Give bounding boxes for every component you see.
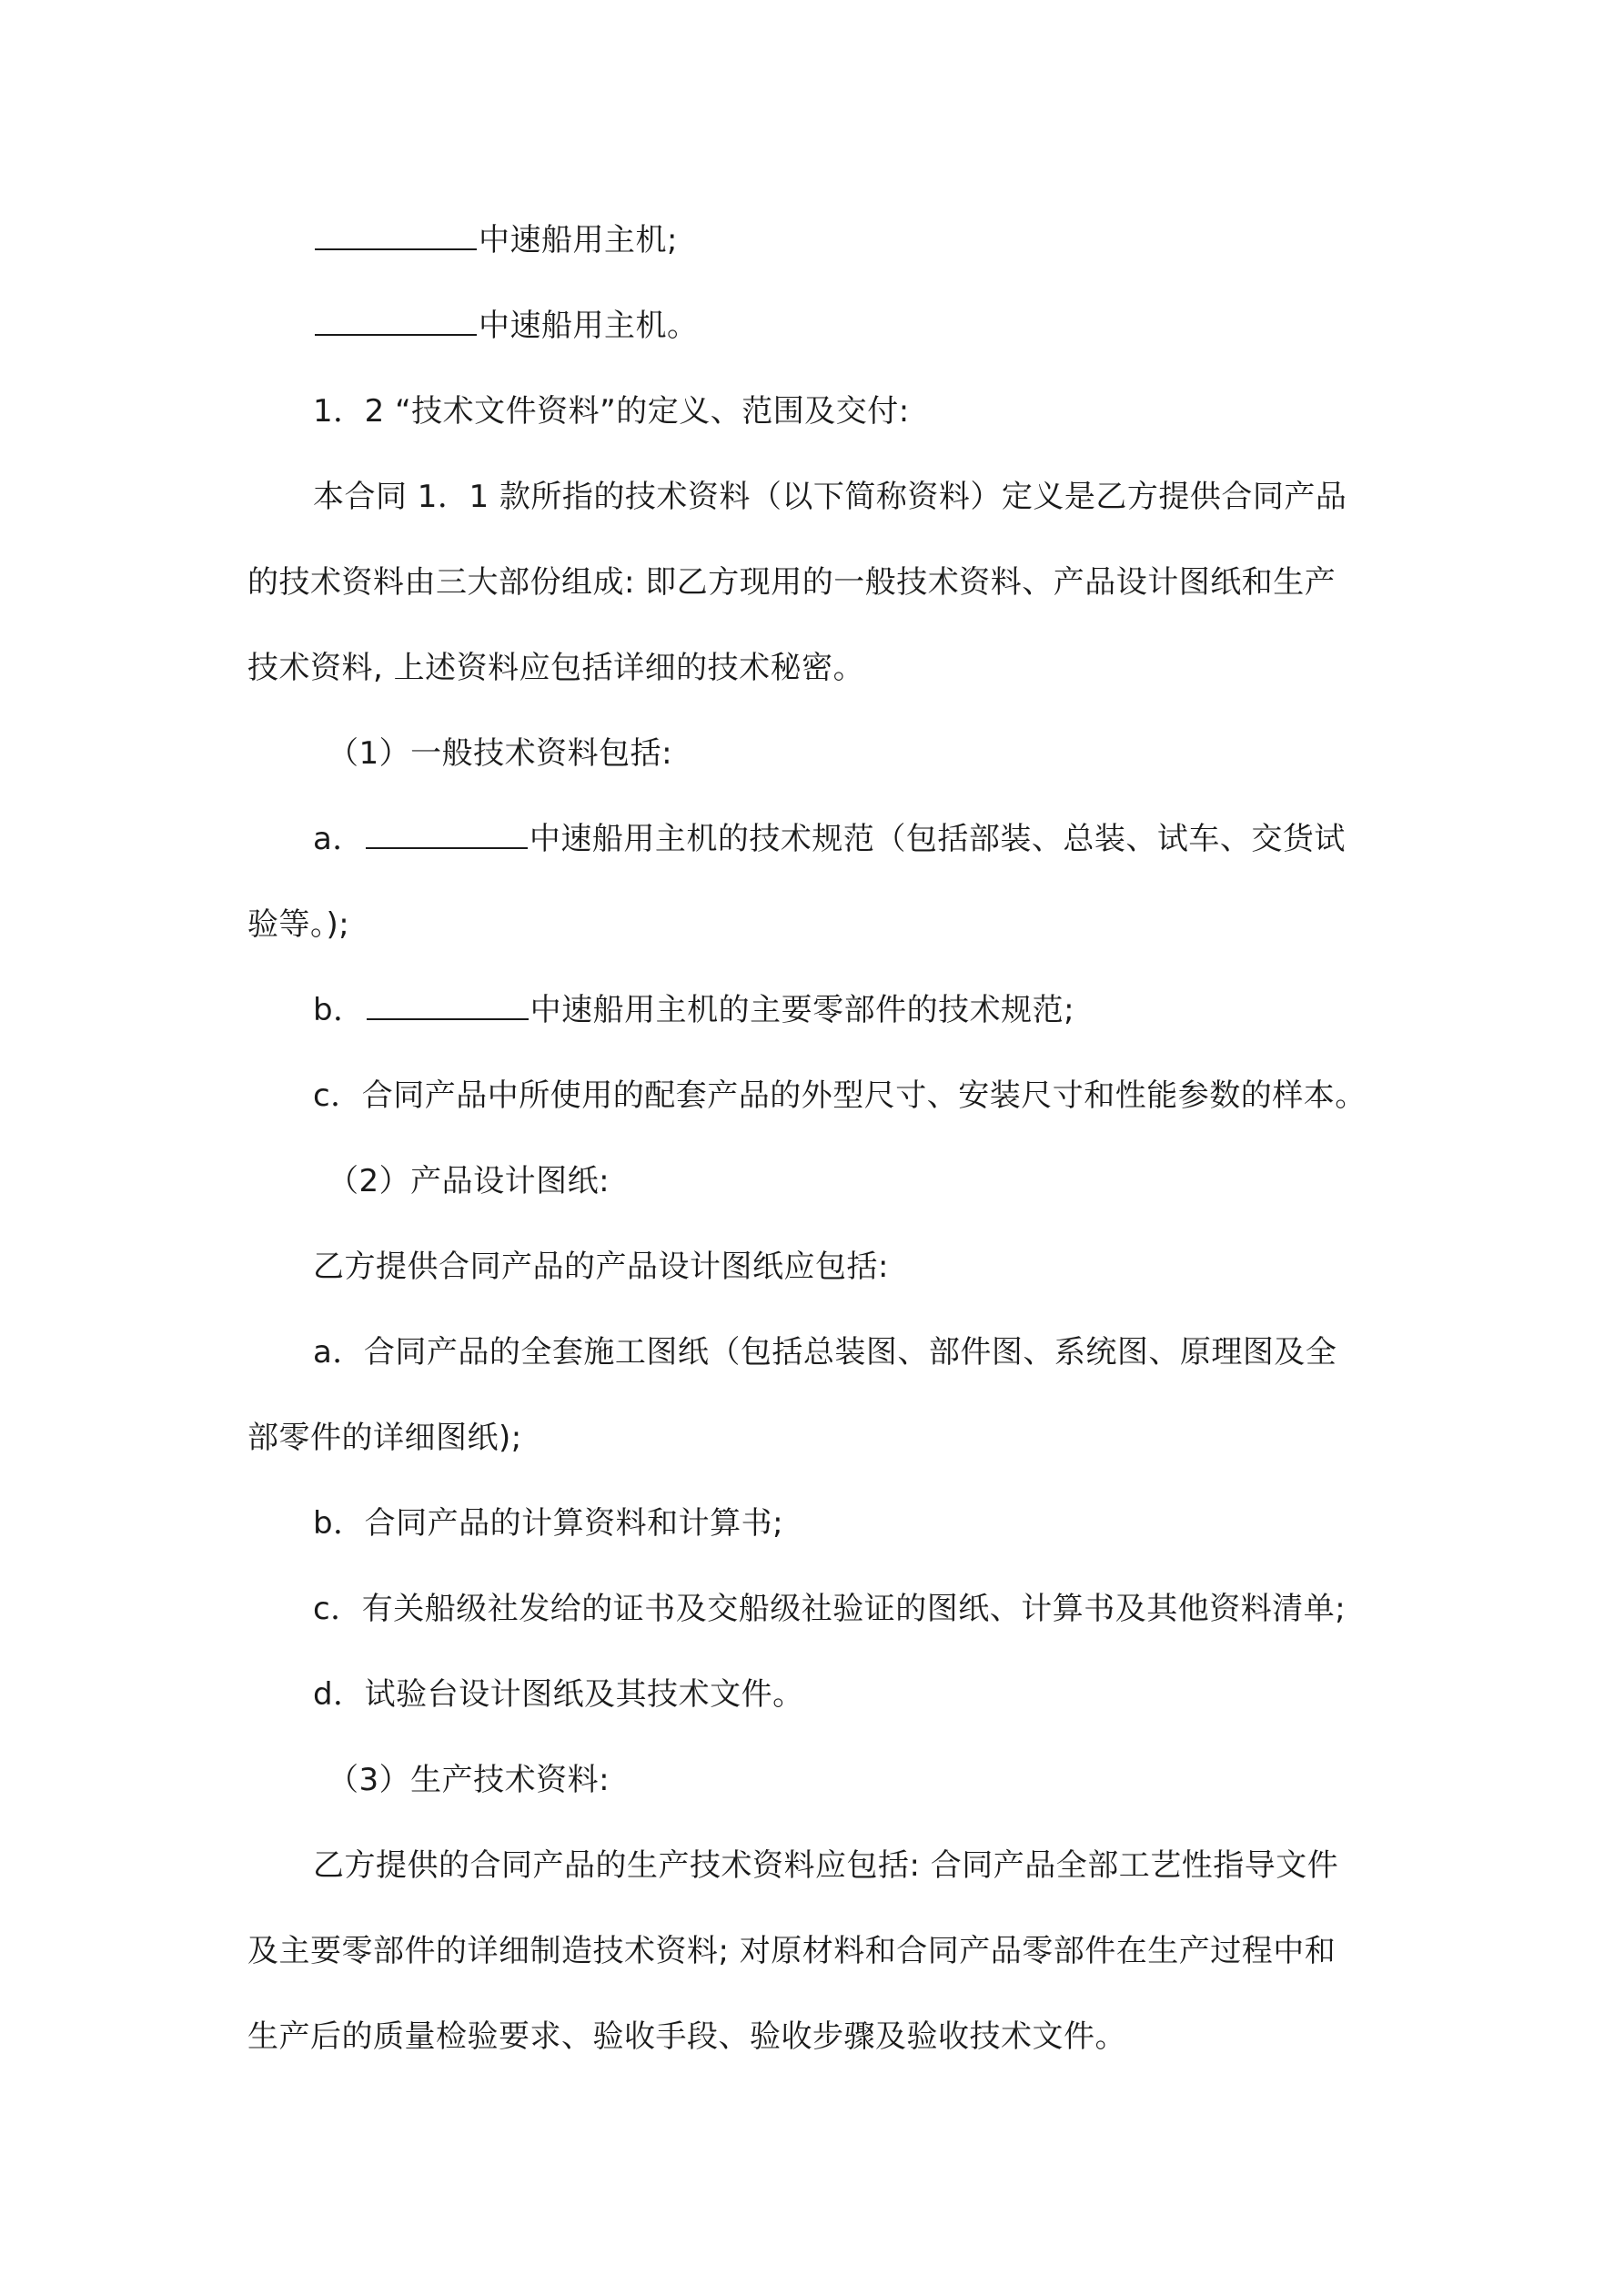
- fill-in-blank: [367, 993, 529, 1020]
- paragraph-line-1: [313, 222, 1459, 258]
- line-text: 中速船用主机;: [479, 222, 678, 258]
- list-item-c-certificates: c．有关船级社发给的证书及交船级社验证的图纸、计算书及其他资料清单;: [313, 1591, 1347, 1627]
- subsection-heading-2: （2）产品设计图纸:: [328, 1163, 610, 1199]
- paragraph-line-9: 验等。);: [247, 906, 350, 943]
- paragraph-line-4: 本合同 1．1 款所指的技术资料（以下简称资料）定义是乙方提供合同产品: [313, 479, 1347, 515]
- list-item-a-drawings: a．合同产品的全套施工图纸（包括总装图、部件图、系统图、原理图及全: [313, 1334, 1337, 1371]
- paragraph-line-21: 及主要零部件的详细制造技术资料; 对原材料和合同产品零部件在生产过程中和: [247, 1933, 1337, 1969]
- paragraph-line-20: 乙方提供的合同产品的生产技术资料应包括: 合同产品全部工艺性指导文件: [313, 1847, 1339, 1884]
- list-item-b: [313, 992, 1459, 1028]
- fill-in-blank: [315, 308, 477, 336]
- paragraph-line-6: 技术资料, 上述资料应包括详细的技术秘密。: [247, 650, 865, 686]
- paragraph-line-2: [313, 308, 1459, 344]
- fill-in-blank: [366, 822, 528, 849]
- subsection-heading-1: （1）一般技术资料包括:: [328, 735, 673, 772]
- list-item-a: [313, 821, 1459, 857]
- list-marker: a．: [313, 821, 364, 857]
- list-item-d-test-bench: d．试验台设计图纸及其技术文件。: [313, 1676, 804, 1713]
- line-text: 中速船用主机。: [479, 308, 699, 344]
- paragraph-line-15: 部零件的详细图纸);: [247, 1420, 522, 1456]
- fill-in-blank: [315, 223, 477, 250]
- paragraph-line-13: 乙方提供合同产品的产品设计图纸应包括:: [313, 1249, 889, 1285]
- line-text: 中速船用主机的技术规范（包括部装、总装、试车、交货试: [529, 821, 1346, 857]
- paragraph-line-5: 的技术资料由三大部份组成: 即乙方现用的一般技术资料、产品设计图纸和生产: [247, 564, 1337, 601]
- list-marker: b．: [313, 992, 365, 1028]
- subsection-heading-3: （3）生产技术资料:: [328, 1762, 610, 1798]
- list-item-c: c．合同产品中所使用的配套产品的外型尺寸、安装尺寸和性能参数的样本。: [313, 1077, 1367, 1114]
- list-item-b-calculations: b．合同产品的计算资料和计算书;: [313, 1505, 784, 1542]
- paragraph-line-22: 生产后的质量检验要求、验收手段、验收步骤及验收技术文件。: [247, 2018, 1126, 2055]
- line-text: 中速船用主机的主要零部件的技术规范;: [530, 992, 1075, 1028]
- section-heading-1-2: 1．2 “技术文件资料”的定义、范围及交付:: [313, 393, 910, 430]
